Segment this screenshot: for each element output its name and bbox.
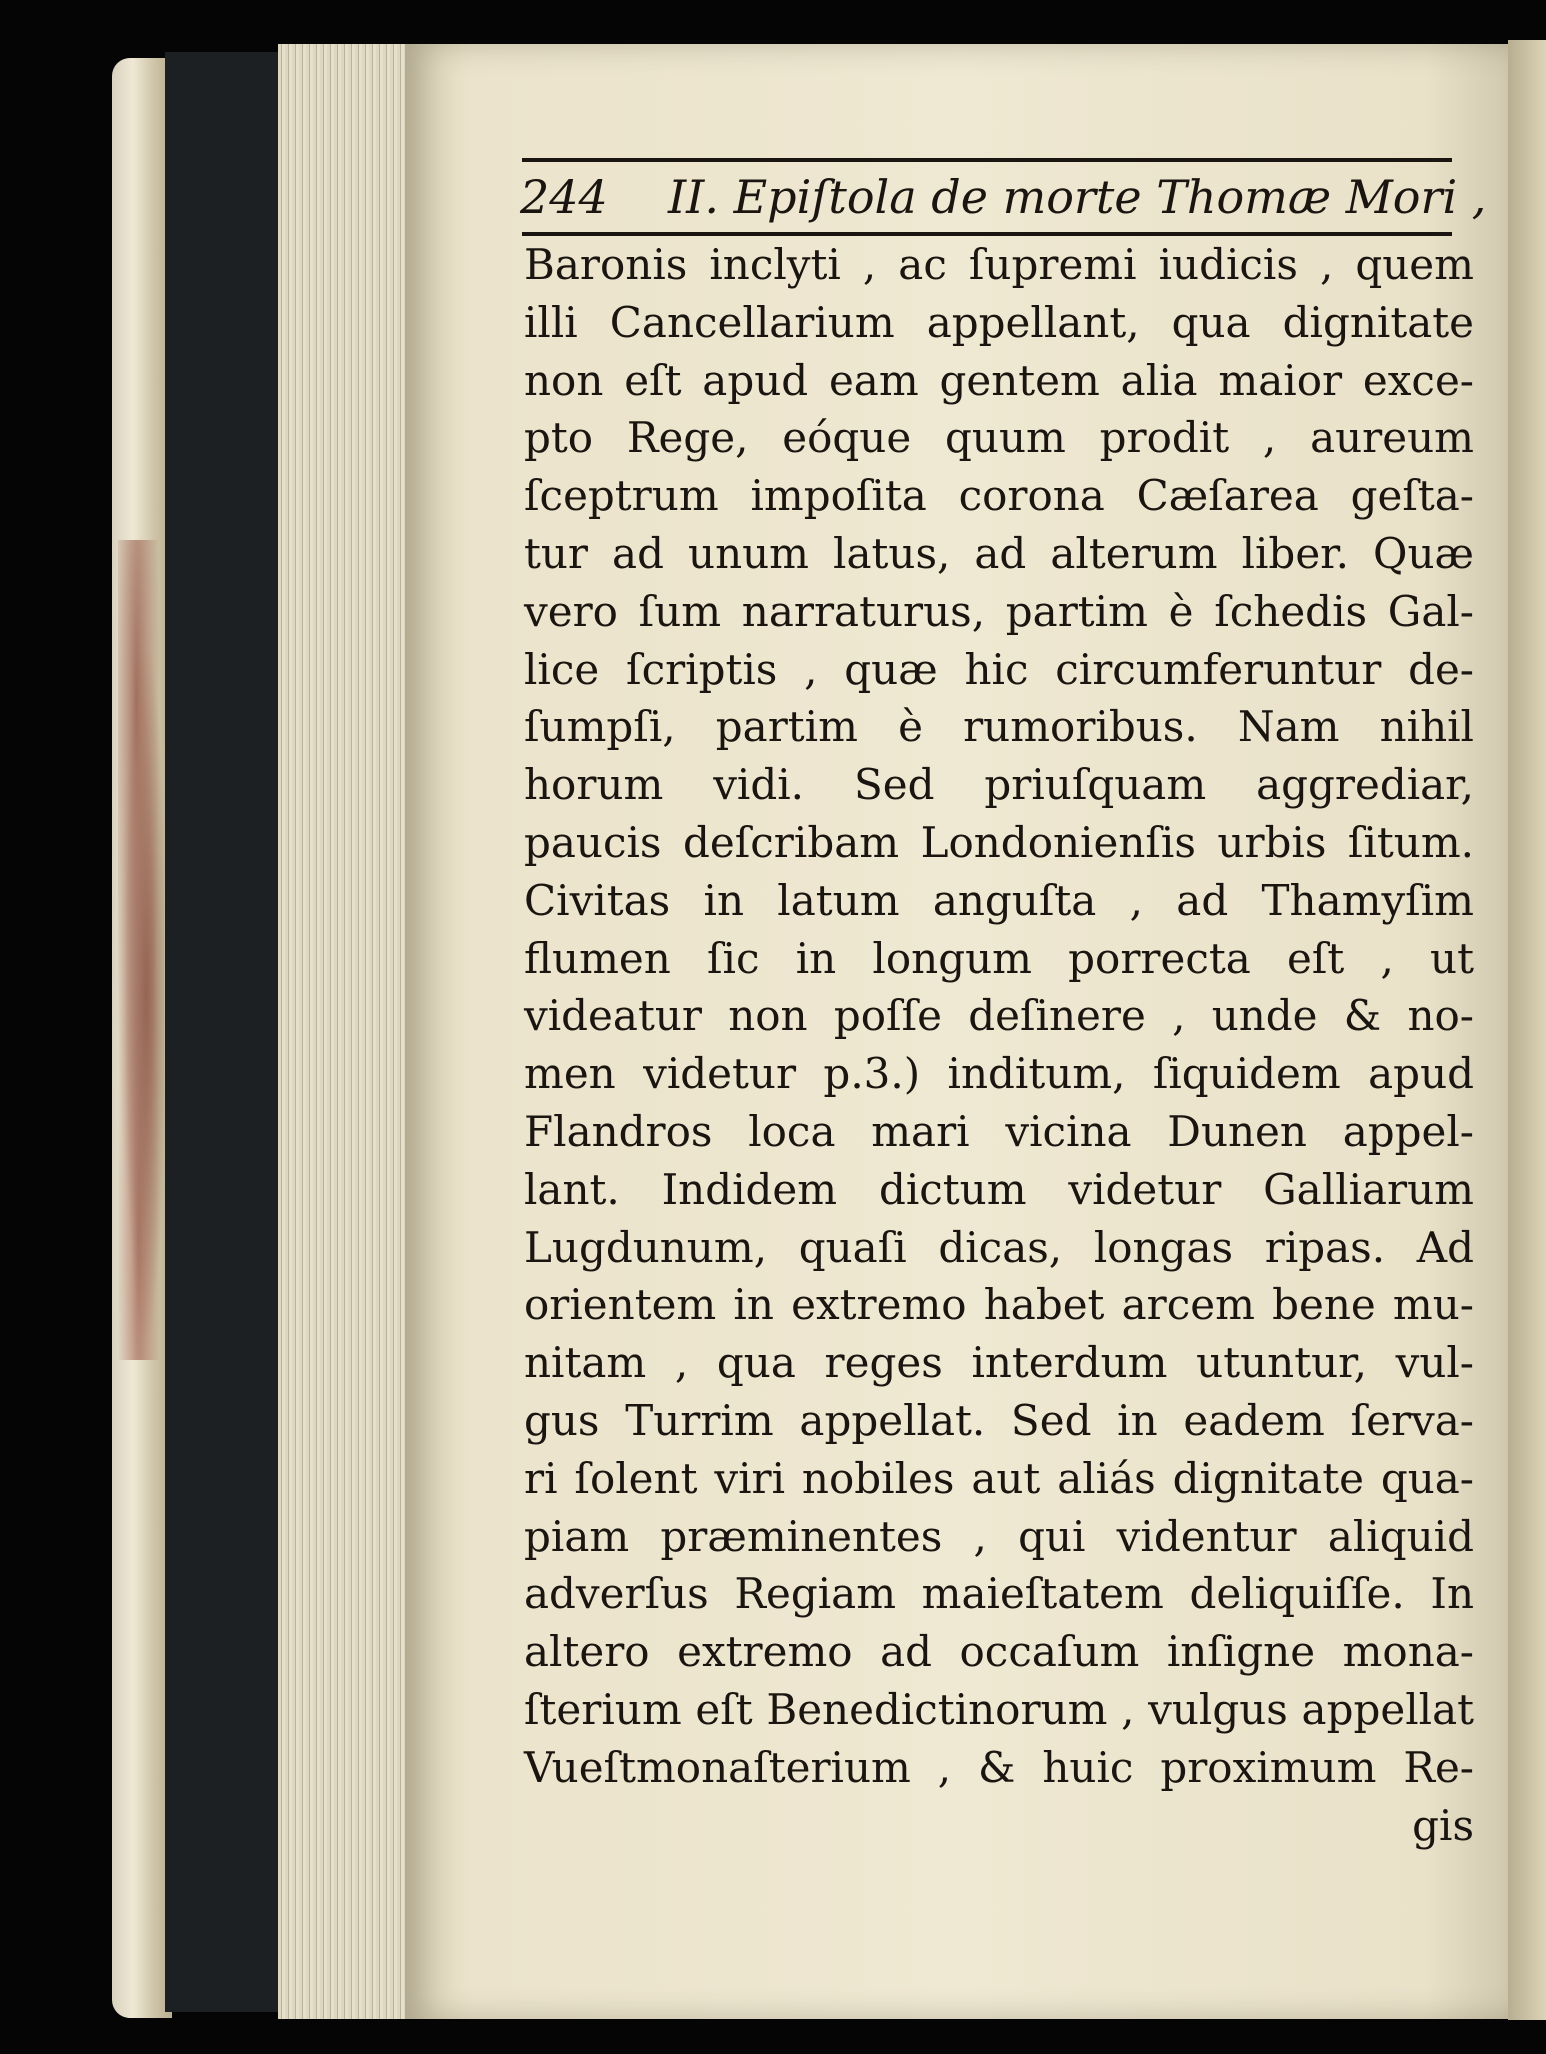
- running-header: [520, 170, 1487, 240]
- text-line: Lugdunum, quaſi dicas, longas ripas. Ad: [524, 1222, 1474, 1272]
- text-line: flumen ſic in longum porrecta eſt , ut: [524, 933, 1474, 983]
- text-line: lice ſcriptis , quæ hic circumferuntur de-: [524, 644, 1474, 694]
- text-line: Civitas in latum anguſta , ad Thamyſim: [524, 875, 1474, 925]
- page-number: 244: [520, 170, 608, 224]
- text-line: lant. Indidem dictum videtur Galliarum: [524, 1164, 1474, 1214]
- text-line: ſumpſi, partim è rumoribus. Nam nihil: [524, 702, 1474, 752]
- text-line: non eſt apud eam gentem alia maior exce-: [524, 355, 1474, 405]
- text-line: orientem in extremo habet arcem bene mu-: [524, 1280, 1474, 1330]
- text-line: adverſus Regiam maieſtatem deliquiſſe. In: [524, 1569, 1474, 1619]
- facing-page-edge: [1508, 40, 1546, 2020]
- text-line: videatur non poſſe deſinere , unde & no-: [524, 991, 1474, 1041]
- text-line: Flandros loca mari vicina Dunen appel-: [524, 1106, 1474, 1156]
- text-line: Vueſtmonaſterium , & huic proximum Re-: [524, 1742, 1474, 1792]
- text-line: piam præminentes , qui videntur aliquid: [524, 1511, 1474, 1561]
- text-line: Baronis inclyti , ac ſupremi iudicis , quem: [524, 240, 1474, 289]
- text-line: nitam , qua reges interdum utuntur, vul-: [524, 1338, 1474, 1388]
- body-text: [524, 236, 1474, 1854]
- text-line: pto Rege, eóque quum prodit , aureum: [524, 413, 1474, 463]
- marbled-cover-edge: [118, 540, 164, 1360]
- text-line: illi Cancellarium appellant, qua dignitate: [524, 297, 1474, 347]
- text-line: tur ad unum latus, ad alterum liber. Quæ: [524, 528, 1474, 578]
- running-title: II. Epiſtola de morte Thomæ Mori ,: [668, 170, 1487, 224]
- text-line: ſceptrum impoſita corona Cæſarea geſta-: [524, 471, 1474, 521]
- text-line: altero extremo ad occaſum inſigne mona-: [524, 1627, 1474, 1677]
- text-line: gus Turrim appellat. Sed in eadem ſerva-: [524, 1395, 1474, 1445]
- text-line: ſterium eſt Benedictinorum , vulgus appellat: [524, 1684, 1474, 1734]
- text-line: paucis deſcribam Londonienſis urbis ſitum.: [524, 817, 1474, 867]
- text-line: ri ſolent viri nobiles aut aliás dignitate qua-: [524, 1453, 1474, 1503]
- text-line: horum vidi. Sed priuſquam aggrediar,: [524, 760, 1474, 810]
- text-line: men videtur p.3.) inditum, ſiquidem apud: [524, 1049, 1474, 1099]
- text-line: vero ſum narraturus, partim è ſchedis Gal-: [524, 586, 1474, 636]
- header-rule-top: [522, 158, 1452, 162]
- catchword: gis: [1412, 1800, 1474, 1850]
